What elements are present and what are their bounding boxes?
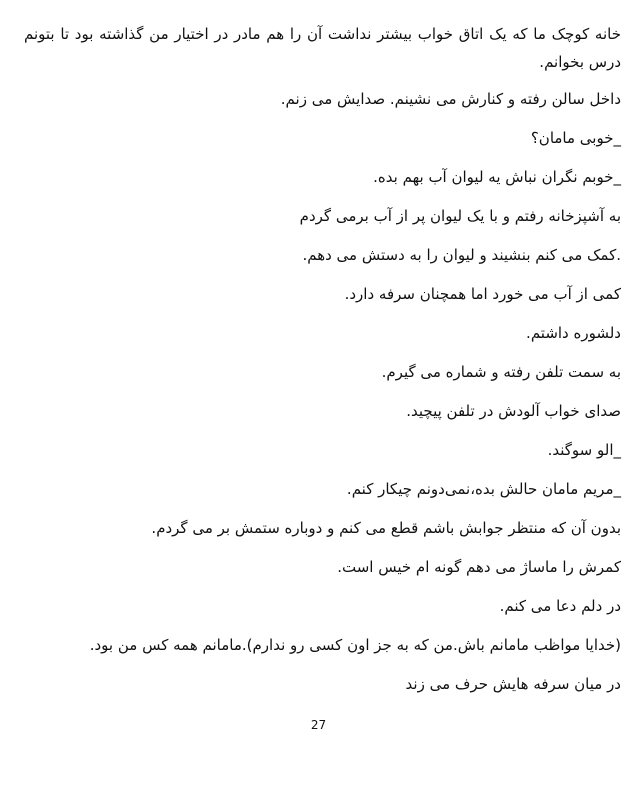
paragraph-1: خانه کوچک ما که یک اتاق خواب بیشتر نداشت آن را هم مادر در اختیار من گذاشته بود تا بتونم درس بخوانم. xyxy=(24,25,621,71)
paragraph-3: _خوبی مامان؟ xyxy=(530,129,621,147)
paragraph-4: _خوبم نگران نباش یه لیوان آب بهم بده. xyxy=(373,168,621,186)
paragraph-5: به آشپزخانه رفتم و با یک لیوان پر از آب برمی گردم xyxy=(299,207,621,225)
paragraph-12: _مریم مامان حالش بده،نمی‌دونم چیکار کنم. xyxy=(346,480,621,498)
page-number: 27 xyxy=(310,718,327,732)
paragraph-11: _الو سوگند. xyxy=(547,441,621,459)
paragraph-7: کمی از آب می خورد اما همچنان سرفه دارد. xyxy=(344,285,621,303)
paragraph-6: .کمک می کنم بنشیند و لیوان را به دستش می دهم. xyxy=(302,246,621,264)
paragraph-8: دلشوره داشتم. xyxy=(526,324,621,342)
paragraph-15: در دلم دعا می کنم. xyxy=(499,597,621,615)
paragraph-9: به سمت تلفن رفته و شماره می گیرم. xyxy=(381,363,621,381)
paragraph-14: کمرش را ماساژ می دهم گونه ام خیس است. xyxy=(337,558,621,576)
paragraph-2: داخل سالن رفته و کنارش می نشینم. صدایش می زنم. xyxy=(280,90,621,108)
paragraph-10: صدای خواب آلودش در تلفن پیچید. xyxy=(406,402,621,420)
paragraph-13: بدون آن که منتظر جوابش باشم قطع می کنم و دوباره ستمش بر می گردم. xyxy=(151,519,621,537)
paragraph-17: در میان سرفه هایش حرف می زند xyxy=(405,675,621,693)
paragraph-16: (خدایا مواظب مامانم باش.من که به جز اون کسی رو ندارم).مامانم همه کس من بود. xyxy=(89,636,621,654)
document-body xyxy=(24,20,621,710)
